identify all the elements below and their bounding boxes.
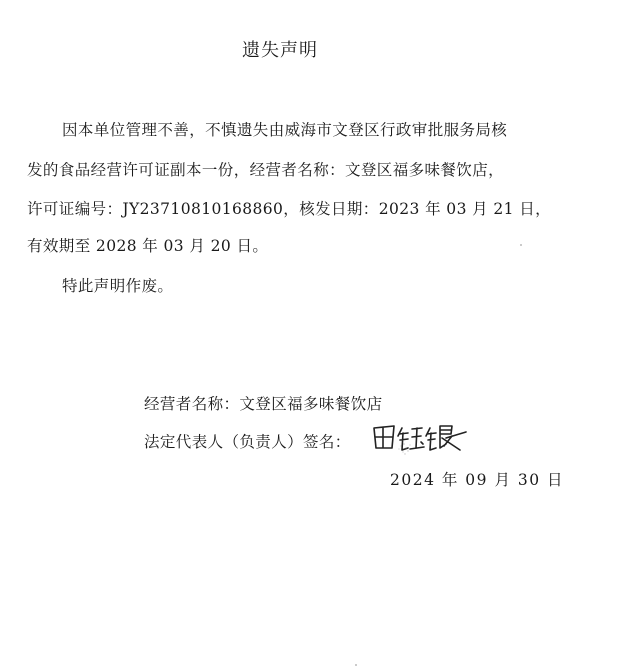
scan-speck xyxy=(520,244,522,246)
document-title: 遗失声明 xyxy=(242,40,318,61)
handwritten-signature xyxy=(368,418,472,458)
body-line-2: 发的食品经营许可证副本一份，经营者名称：文登区福多味餐饮店， xyxy=(27,161,505,179)
scan-speck xyxy=(355,664,357,666)
body-line-1: 因本单位管理不善，不慎遗失由威海市文登区行政审批服务局核 xyxy=(62,121,508,139)
operator-name-line: 经营者名称：文登区福多味餐饮店 xyxy=(144,395,383,413)
body-line-4: 有效期至 2028 年 03 月 20 日。 xyxy=(27,237,269,255)
body-line-3: 许可证编号：JY23710810168860，核发日期：2023 年 03 月 21 日， xyxy=(27,200,552,218)
representative-signature-label: 法定代表人（负责人）签名： xyxy=(144,433,351,451)
declaration-date: 2024 年 09 月 30 日 xyxy=(390,471,565,489)
body-line-5: 特此声明作废。 xyxy=(62,277,174,295)
